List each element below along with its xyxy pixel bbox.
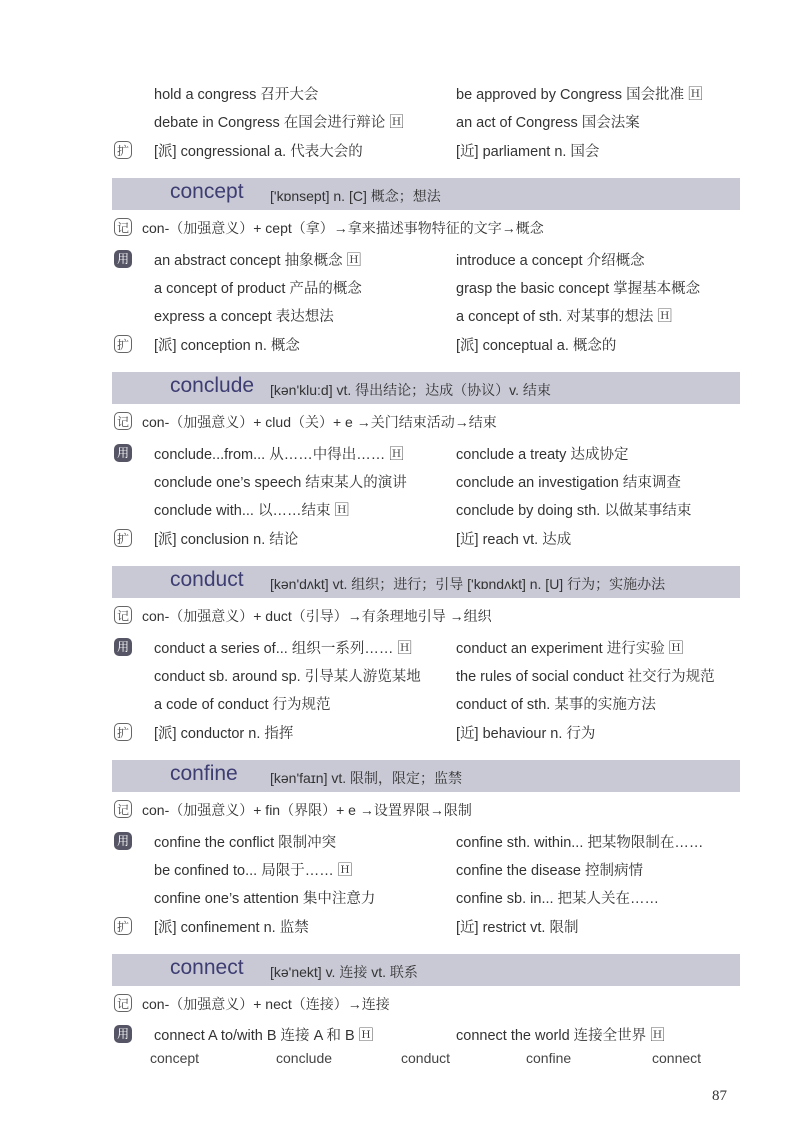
usage-icon: 用 — [114, 444, 132, 462]
usage-row — [112, 665, 740, 689]
usage-right: grasp the basic concept 掌握基本概念 — [456, 281, 701, 297]
usage-left: confine one’s attention 集中注意力 — [154, 891, 376, 907]
usage-left: debate in Congress 在国会进行辩论 🄷 — [154, 115, 404, 131]
footer-index-word: conclude — [276, 1050, 333, 1066]
memo-row — [112, 411, 740, 435]
usage-left: confine the conflict 限制冲突 — [154, 835, 337, 851]
entry-header-concept — [112, 178, 740, 210]
memo-icon: 记 — [114, 218, 132, 236]
usage-right: conclude an investigation 结束调查 — [456, 475, 681, 491]
extension-row — [112, 334, 740, 358]
usage-row — [112, 111, 740, 135]
extension-icon: 扩 — [114, 917, 132, 935]
usage-right: confine sb. in... 把某人关在…… — [456, 891, 660, 907]
usage-right: conduct of sth. 某事的实施方法 — [456, 697, 656, 713]
extension-left: [派] conclusion n. 结论 — [154, 532, 299, 548]
extension-icon: 扩 — [114, 335, 132, 353]
pronunciation-definition: [kən'klu:d] vt. 得出结论；达成（协议）v. 结束 — [270, 382, 551, 398]
entry-header-conclude — [112, 372, 740, 404]
memo-text: con-（加强意义）+ cept（拿）→拿来描述事物特征的文字→概念 — [142, 220, 544, 236]
usage-right: the rules of social conduct 社交行为规范 — [456, 669, 715, 685]
extension-left: [派] congressional a. 代表大会的 — [154, 144, 363, 160]
memo-row — [112, 605, 740, 629]
footer-index-word: conduct — [401, 1050, 451, 1066]
pronunciation-definition: [kə'nekt] v. 连接 vt. 联系 — [270, 964, 418, 980]
memo-row — [112, 799, 740, 823]
memo-icon: 记 — [114, 800, 132, 818]
extension-left: [派] conductor n. 指挥 — [154, 726, 294, 742]
extension-row — [112, 528, 740, 552]
memo-text: con-（加强意义）+ duct（引导）→有条理地引导 →组织 — [142, 608, 492, 624]
extension-left: [派] conception n. 概念 — [154, 338, 300, 354]
usage-row — [112, 443, 740, 467]
usage-right: a concept of sth. 对某事的想法 🄷 — [456, 309, 672, 325]
usage-right: conduct an experiment 进行实验 🄷 — [456, 641, 684, 657]
headword: concept — [170, 180, 244, 203]
memo-row — [112, 993, 740, 1017]
memo-row — [112, 217, 740, 241]
usage-row — [112, 1024, 740, 1048]
extension-right: [近] parliament n. 国会 — [456, 144, 600, 160]
usage-icon: 用 — [114, 638, 132, 656]
usage-row — [112, 831, 740, 855]
usage-row — [112, 277, 740, 301]
extension-left: [派] confinement n. 监禁 — [154, 920, 309, 936]
entry-header-connect — [112, 954, 740, 986]
memo-text: con-（加强意义）+ clud（关）+ e →关门结束活动→结束 — [142, 414, 497, 430]
usage-left: express a concept 表达想法 — [154, 309, 334, 325]
memo-text: con-（加强意义）+ nect（连接）→连接 — [142, 996, 390, 1012]
extension-icon: 扩 — [114, 723, 132, 741]
extension-icon: 扩 — [114, 141, 132, 159]
usage-left: be confined to... 局限于…… 🄷 — [154, 863, 353, 879]
memo-icon: 记 — [114, 412, 132, 430]
headword: conduct — [170, 568, 244, 591]
usage-row — [112, 249, 740, 273]
usage-left: hold a congress 召开大会 — [154, 87, 319, 103]
entry-header-confine — [112, 760, 740, 792]
extension-right: [近] behaviour n. 行为 — [456, 726, 596, 742]
usage-row — [112, 637, 740, 661]
usage-row — [112, 693, 740, 717]
extension-row — [112, 916, 740, 940]
footer-index-word: connect — [652, 1050, 702, 1066]
usage-row — [112, 471, 740, 495]
pronunciation-definition: [kən'dʌkt] vt. 组织；进行；引导 ['kɒndʌkt] n. [U] 行为；实施办法 — [270, 576, 666, 592]
usage-row — [112, 859, 740, 883]
usage-right: an act of Congress 国会法案 — [456, 115, 640, 131]
usage-row — [112, 305, 740, 329]
usage-row — [112, 83, 740, 107]
extension-row — [112, 140, 740, 164]
extension-right: [派] conceptual a. 概念的 — [456, 338, 617, 354]
memo-icon: 记 — [114, 606, 132, 624]
footer-index-word: confine — [526, 1050, 572, 1066]
memo-text: con-（加强意义）+ fin（界限）+ e →设置界限→限制 — [142, 802, 472, 818]
pronunciation-definition: [kən'faɪn] vt. 限制，限定；监禁 — [270, 770, 463, 786]
memo-icon: 记 — [114, 994, 132, 1012]
usage-left: a code of conduct 行为规范 — [154, 697, 331, 713]
entry-header-conduct — [112, 566, 740, 598]
extension-right: [近] restrict vt. 限制 — [456, 920, 579, 936]
usage-right: conclude a treaty 达成协定 — [456, 447, 629, 463]
page-number: 87 — [712, 1088, 727, 1104]
usage-right: confine the disease 控制病情 — [456, 863, 643, 879]
usage-row — [112, 887, 740, 911]
usage-left: a concept of product 产品的概念 — [154, 281, 362, 297]
usage-left: conclude with... 以……结束 🄷 — [154, 503, 349, 519]
extension-icon: 扩 — [114, 529, 132, 547]
usage-left: conduct a series of... 组织一系列…… 🄷 — [154, 641, 412, 657]
usage-left: connect A to/with B 连接 A 和 B 🄷 — [154, 1028, 374, 1044]
usage-icon: 用 — [114, 832, 132, 850]
usage-right: conclude by doing sth. 以做某事结束 — [456, 503, 692, 519]
headword: conclude — [170, 374, 255, 397]
usage-left: conclude one’s speech 结束某人的演讲 — [154, 475, 407, 491]
usage-right: confine sth. within... 把某物限制在…… — [456, 835, 704, 851]
usage-row — [112, 499, 740, 523]
usage-left: conduct sb. around sp. 引导某人游览某地 — [154, 669, 421, 685]
footer-index-word: concept — [150, 1050, 200, 1066]
extension-row — [112, 722, 740, 746]
usage-right: be approved by Congress 国会批准 🄷 — [456, 87, 703, 103]
usage-right: introduce a concept 介绍概念 — [456, 253, 645, 269]
usage-icon: 用 — [114, 1025, 132, 1043]
usage-left: an abstract concept 抽象概念 🄷 — [154, 253, 362, 269]
extension-right: [近] reach vt. 达成 — [456, 532, 572, 548]
usage-icon: 用 — [114, 250, 132, 268]
headword: confine — [170, 762, 238, 785]
usage-right: connect the world 连接全世界 🄷 — [456, 1028, 665, 1044]
headword: connect — [170, 956, 244, 979]
pronunciation-definition: ['kɒnsept] n. [C] 概念；想法 — [270, 188, 441, 204]
usage-left: conclude...from... 从……中得出…… 🄷 — [154, 447, 404, 463]
